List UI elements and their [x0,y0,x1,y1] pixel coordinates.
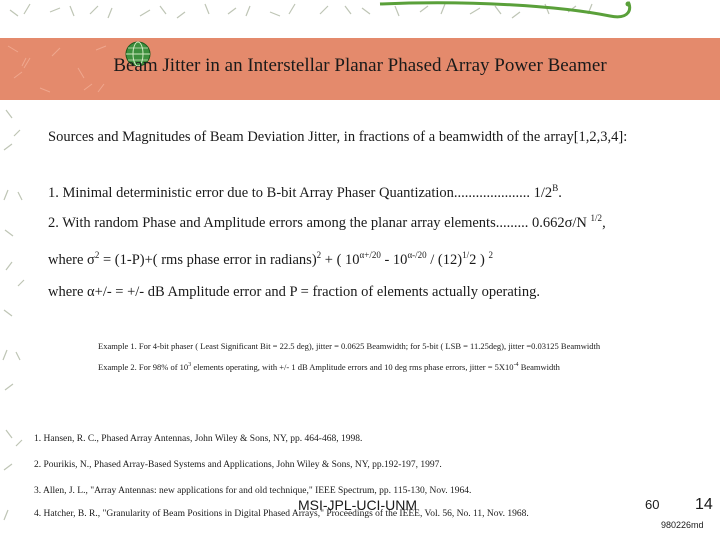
item-2: 2. With random Phase and Amplitude errors among the planar array elements......... 0.662σ/N $^{1/2}$, [48,213,606,231]
footer-page-number: 60 [645,497,660,512]
where-alpha-definition: where α+/- = +/- dB Amplitude error and P = fraction of elements actually operating. [48,284,540,300]
footer-organization: MSI-JPL-UCI-UNM [298,497,417,513]
example-2: Example 2. For 98% of $10^3$ elements operating, with +/- 1 dB Amplitude errors and 10 deg rms phase errors, jitter = $5X10^{-4}$ Beamwidth [98,362,560,372]
slide-title: Beam Jitter in an Interstellar Planar Phased Array Power Beamer [113,55,607,76]
item-1: 1. Minimal deterministic error due to B-bit Array Phaser Quantization..................... $1/2^B$. [48,183,562,201]
reference-1: 1. Hansen, R. C., Phased Array Antennas, John Wiley & Sons, NY, pp. 464-468, 1998. [34,434,363,444]
where-sigma-formula: where $\sigma^2 = (1-P)+$( rms phase error in radians)$^2$ + ( $10^{\alpha+/20} - 10^{\alpha-/20} / (12)^{1/}2$ ) $^2$ [48,250,493,268]
footer-code: 980226md [661,520,704,530]
intro-text: Sources and Magnitudes of Beam Deviation Jitter, in fractions of a beamwidth of the array[1,2,3,4]: [48,129,628,145]
reference-4: 4. Hatcher, B. R., "Granularity of Beam Positions in Digital Phased Arrays," Proceedings of the IEEE, Vol. 56, No. 11, Nov. 1968. [34,509,529,519]
example-1: Example 1. For 4-bit phaser ( Least Significant Bit = 22.5 deg), jitter = 0.0625 Beamwidth; for 5-bit ( LSB = 11.25deg), jitter =0.03125 Beamwidth [98,341,601,351]
reference-2: 2. Pourikis, N., Phased Array-Based Systems and Applications, John Wiley & Sons, NY, pp.192-197, 1997. [34,460,442,470]
slide-number: 14 [695,496,713,513]
reference-3: 3. Allen, J. L., "Array Antennas: new applications for and old technique," IEEE Spectrum, pp. 115-130, Nov. 1964. [34,486,472,496]
